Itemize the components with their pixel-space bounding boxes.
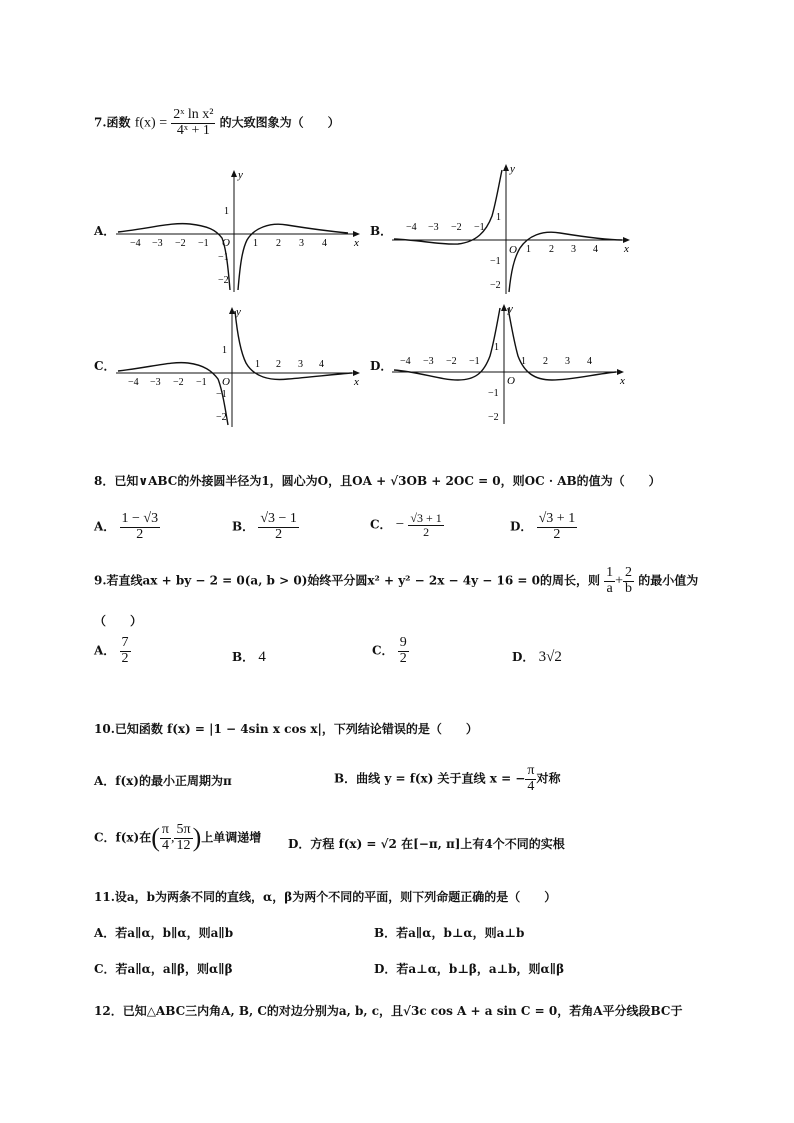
graph-c-tick: 4 — [319, 359, 324, 370]
question-10: 10.已知函数 f(x) = |1 − 4sin x cos x|，下列结论错误的是（ ） — [94, 722, 478, 736]
q10-option-a: A．f(x)的最小正周期为π — [94, 774, 232, 788]
graph-c-tick: −1 — [196, 377, 207, 388]
q9-plus: + — [615, 573, 624, 589]
graph-a-tick: 4 — [322, 238, 327, 249]
q8-option-b-label: B． — [232, 519, 255, 534]
graph-d-tick: −1 — [469, 356, 480, 367]
graph-b-tick: −1 — [490, 256, 501, 267]
graph-c-tick: −3 — [150, 377, 161, 388]
graph-a-tick: −1 — [218, 252, 229, 263]
graph-b-tick: −4 — [406, 222, 417, 233]
q8-c-den: 2 — [423, 524, 430, 539]
graph-d-tick: 4 — [587, 356, 592, 367]
q8-option-d — [510, 512, 577, 542]
q10-b-den: 4 — [527, 778, 535, 794]
graph-c-tick: 1 — [255, 359, 260, 370]
graph-b-tick: −2 — [451, 222, 462, 233]
q8-option-c-label: C． — [370, 517, 392, 532]
q9-f2-den: b — [625, 580, 633, 596]
graph-d-tick: −4 — [400, 356, 411, 367]
graph-a-x-label: x — [354, 237, 359, 249]
graph-c-tick: 3 — [298, 359, 303, 370]
graph-b-tick: −2 — [490, 280, 501, 291]
graph-d-tick: 2 — [543, 356, 548, 367]
q9-c-den: 2 — [399, 650, 407, 666]
graph-d-tick: 3 — [565, 356, 570, 367]
graph-b — [390, 160, 636, 298]
q9-text-2: 的最小值为 — [638, 573, 699, 588]
q11-option-c: C．若a∥α，a∥β，则α∥β — [94, 962, 233, 976]
graph-c-tick: −4 — [128, 377, 139, 388]
q10-b-num: π — [527, 763, 535, 778]
q10-c-text-1: C．f(x)在 — [94, 830, 152, 845]
graph-c-y-label: y — [236, 306, 241, 318]
graph-c-tick: −2 — [173, 377, 184, 388]
q9-option-b — [232, 648, 266, 666]
q9-option-c — [372, 636, 409, 666]
graph-c — [112, 303, 368, 429]
q8-a-num: 1 − √3 — [121, 511, 159, 526]
graph-a-tick: 3 — [299, 238, 304, 249]
q9-option-a-label: A． — [94, 643, 116, 658]
graph-b-tick: 4 — [593, 244, 598, 255]
graph-b-tick: 1 — [526, 244, 531, 255]
graph-c-tick: 2 — [276, 359, 281, 370]
graph-d-tick: −1 — [488, 388, 499, 399]
q8-d-den: 2 — [553, 526, 561, 542]
graph-b-origin: O — [509, 244, 517, 256]
q10-c-text-2: 上单调递增 — [201, 830, 262, 845]
q9-option-c-label: C． — [372, 643, 394, 658]
graph-a-tick: 2 — [276, 238, 281, 249]
q9-paren: （ ） — [94, 614, 143, 628]
q9-option-d — [512, 648, 562, 666]
graph-b-tick: 3 — [571, 244, 576, 255]
graph-b-y-label: y — [510, 163, 515, 175]
graph-a-tick: −1 — [198, 238, 209, 249]
graph-a-tick: −3 — [152, 238, 163, 249]
graph-b-x-label: x — [624, 243, 629, 255]
question-8: 8．已知∨ABC的外接圆半径为1，圆心为O，且OA + √3OB + 2OC = 0，则OC · AB的值为（ ） — [94, 474, 661, 488]
question-12: 12．已知△ABC三内角A, B, C的对边分别为a, b, c，且√3c cos A + a sin C = 0，若角A平分线段BC于 — [94, 1004, 683, 1018]
q9-option-b-label: B． — [232, 650, 255, 664]
q11-option-b: B．若a∥α，b⊥α，则a⊥b — [374, 926, 525, 940]
q7-fraction — [171, 108, 215, 138]
q8-option-d-label: D． — [510, 519, 533, 534]
graph-c-tick: −1 — [216, 389, 227, 400]
question-11: 11.设a，b为两条不同的直线，α，β为两个不同的平面，则下列命题正确的是（ ） — [94, 890, 557, 904]
q8-option-a-label: A． — [94, 519, 116, 534]
q9-d-value: 3√2 — [538, 649, 562, 665]
graph-b-tick: 1 — [496, 212, 501, 223]
question-9 — [94, 566, 698, 596]
graph-a-tick: 1 — [224, 206, 229, 217]
q11-option-d: D．若a⊥α，b⊥β，a⊥b，则α∥β — [374, 962, 565, 976]
q10-option-b — [334, 764, 560, 794]
q9-b-value: 4 — [258, 649, 266, 665]
q9-a-num: 7 — [121, 635, 129, 650]
graph-d-origin: O — [507, 375, 515, 387]
graph-d-tick: −2 — [488, 412, 499, 423]
q9-f1-num: 1 — [606, 565, 614, 580]
graph-d-tick: 1 — [521, 356, 526, 367]
q10-c-f1-den: 4 — [161, 837, 169, 853]
q10-c-f1-num: π — [161, 822, 169, 837]
q8-c-num: √3 + 1 — [410, 511, 442, 525]
q7-fx: f(x) = — [134, 115, 168, 131]
graph-c-tick: 1 — [222, 345, 227, 356]
q10-c-f2-num: 5π — [176, 822, 191, 837]
graph-a-y-label: y — [238, 169, 243, 181]
graph-d-tick: −2 — [446, 356, 457, 367]
q7-suffix: 的大致图象为（ ） — [219, 115, 340, 130]
q9-a-den: 2 — [121, 650, 129, 666]
q8-d-num: √3 + 1 — [538, 511, 576, 526]
q10-b-text-2: 对称 — [536, 771, 561, 786]
graph-d-label: D． — [370, 359, 393, 373]
q7-numerator: 2ˣ ln x² — [173, 107, 214, 122]
q7-prefix: 7.函数 — [94, 115, 131, 130]
q9-option-d-label: D． — [512, 650, 535, 664]
graph-c-tick: −2 — [216, 412, 227, 423]
graph-a-tick: −2 — [175, 238, 186, 249]
graph-b-tick: −1 — [474, 222, 485, 233]
graph-d-tick: 1 — [494, 342, 499, 353]
q10-b-text-1: B．曲线 y = f(x) 关于直线 x = − — [334, 771, 526, 786]
graph-a-tick: −2 — [218, 275, 229, 286]
q9-text-1: 9.若直线ax + by − 2 = 0(a, b > 0)始终平分圆x² + y² − 2x − 4y − 16 = 0的周长，则 — [94, 573, 600, 588]
q10-option-c: C．f(x)在( $\frac{\pi}{4}$ , $\frac{5\pi}{12}$ )上单调递增 — [94, 822, 262, 853]
q9-c-num: 9 — [399, 635, 407, 650]
q11-option-a: A．若a∥α，b∥α，则a∥b — [94, 926, 234, 940]
graph-c-label: C． — [94, 359, 116, 373]
q9-option-a — [94, 636, 131, 666]
q8-option-b — [232, 512, 299, 542]
q10-c-f2-den: 12 — [176, 837, 191, 853]
q9-f1-den: a — [606, 580, 613, 596]
q9-f2-num: 2 — [625, 565, 633, 580]
graph-b-tick: −3 — [428, 222, 439, 233]
q8-a-den: 2 — [136, 526, 144, 542]
graph-b-label: B． — [370, 224, 393, 238]
q8-b-den: 2 — [275, 526, 283, 542]
graph-d-tick: −3 — [423, 356, 434, 367]
graph-d-x-label: x — [620, 375, 625, 387]
q8-b-num: √3 − 1 — [260, 511, 297, 526]
q8-option-a — [94, 512, 160, 542]
q8-option-c — [370, 512, 444, 538]
q7-denominator: 4ˣ + 1 — [176, 122, 210, 138]
graph-a-label: A． — [94, 224, 116, 238]
question-7 — [94, 108, 340, 138]
graph-a — [112, 166, 368, 294]
q8-c-sign: − — [395, 516, 405, 533]
graph-d-y-label: y — [508, 303, 513, 315]
graph-c-x-label: x — [354, 376, 359, 388]
q10-option-d: D．方程 f(x) = √2 在[−π, π]上有4个不同的实根 — [288, 837, 565, 851]
graph-a-tick: −4 — [130, 238, 141, 249]
graph-b-tick: 2 — [549, 244, 554, 255]
graph-c-origin: O — [222, 376, 230, 388]
graph-a-origin: O — [222, 237, 230, 249]
graph-d — [390, 300, 636, 428]
graph-a-tick: 1 — [253, 238, 258, 249]
